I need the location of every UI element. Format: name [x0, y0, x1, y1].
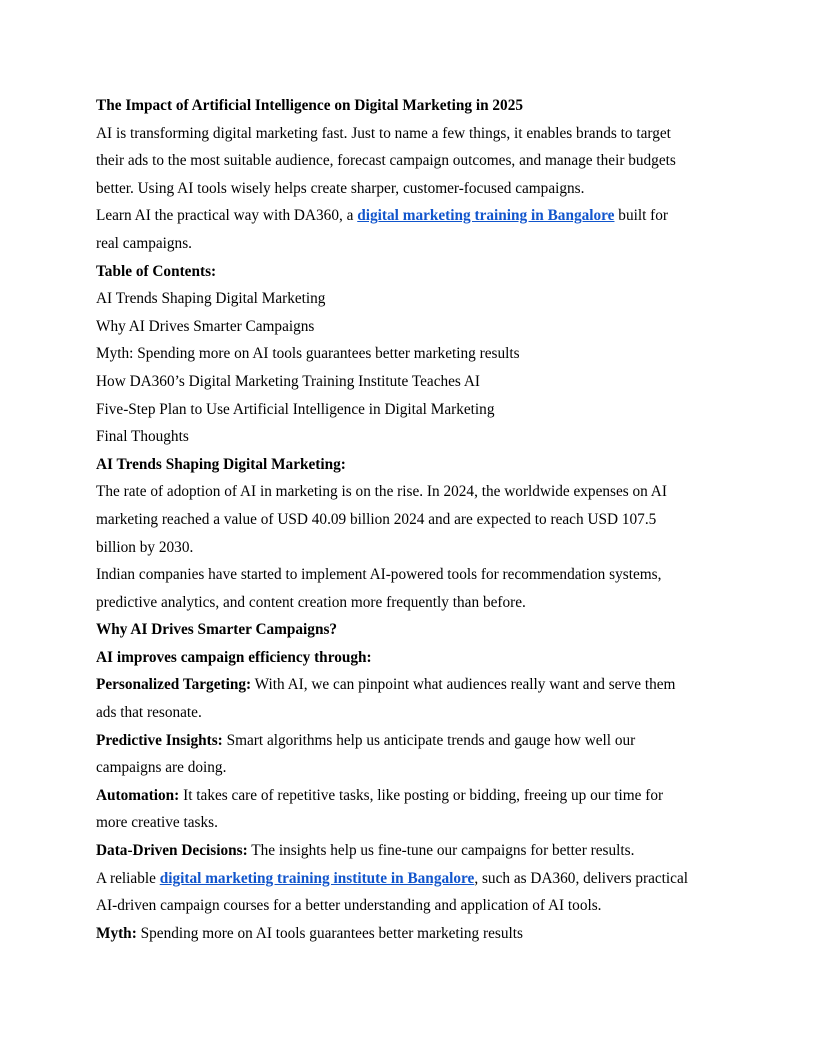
toc-heading: Table of Contents: [96, 262, 217, 280]
benefit-text-line: more creative tasks. [96, 814, 218, 832]
benefit-label: Automation: [96, 786, 180, 804]
benefit-text-line: campaigns are doing. [96, 759, 227, 777]
benefit-text: Smart algorithms help us anticipate trends and gauge how well our [222, 731, 636, 749]
paragraph-line: billion by 2030. [96, 538, 194, 556]
intro-line: better. Using AI tools wisely helps create sharper, customer-focused campaigns. [96, 179, 585, 197]
benefit-point [96, 671, 728, 699]
benefit-label: Data-Driven Decisions: [96, 842, 248, 860]
paragraph-line: marketing reached a value of USD 40.09 billion 2024 and are expected to reach USD 107.5 [96, 510, 657, 528]
myth-text: Spending more on AI tools guarantees better marketing results [136, 924, 523, 942]
section-heading: AI Trends Shaping Digital Marketing: [96, 455, 346, 473]
promo-text: A reliable [96, 869, 160, 887]
promo-text: Learn AI the practical way with DA360, a [96, 207, 358, 225]
promo-text: built for [614, 207, 669, 225]
benefit-label: Personalized Targeting: [96, 676, 252, 694]
toc-item: Five-Step Plan to Use Artificial Intelligence in Digital Marketing [96, 400, 495, 418]
benefit-text: It takes care of repetitive tasks, like posting or bidding, freeing up our time for [179, 786, 664, 804]
intro-line: AI is transforming digital marketing fast. Just to name a few things, it enables brands to target [96, 124, 671, 142]
toc-item: Myth: Spending more on AI tools guarantees better marketing results [96, 345, 520, 363]
toc-item: How DA360’s Digital Marketing Training Institute Teaches AI [96, 372, 481, 390]
benefit-point [96, 782, 728, 810]
paragraph-line: Indian companies have started to implement AI-powered tools for recommendation systems, [96, 566, 662, 584]
document-title: The Impact of Artificial Intelligence on Digital Marketing in 2025 [96, 97, 523, 114]
institute-promo [96, 865, 728, 893]
promo-line: AI-driven campaign courses for a better understanding and application of AI tools. [96, 897, 602, 915]
myth-line [96, 920, 728, 948]
promo-line: real campaigns. [96, 234, 192, 252]
toc-item: Why AI Drives Smarter Campaigns [96, 317, 315, 335]
institute-link[interactable]: digital marketing training institute in Bangalore [159, 869, 475, 887]
toc-item: AI Trends Shaping Digital Marketing [96, 290, 326, 308]
benefit-text: The insights help us fine-tune our campaigns for better results. [247, 842, 635, 860]
benefit-label: Predictive Insights: [96, 731, 223, 749]
paragraph-line: The rate of adoption of AI in marketing is on the rise. In 2024, the worldwide expenses on AI [96, 483, 667, 501]
promo-text: , such as DA360, delivers practical [474, 869, 688, 887]
intro-line: their ads to the most suitable audience, forecast campaign outcomes, and manage their budgets [96, 152, 676, 170]
benefit-text-line: ads that resonate. [96, 704, 202, 722]
document-page [96, 92, 728, 947]
myth-label: Myth: [96, 924, 137, 942]
toc-item: Final Thoughts [96, 428, 189, 446]
benefit-text: With AI, we can pinpoint what audiences really want and serve them [251, 676, 676, 694]
promo-paragraph [96, 202, 728, 230]
benefit-point [96, 837, 728, 865]
section-heading: Why AI Drives Smarter Campaigns? [96, 621, 338, 639]
training-link[interactable]: digital marketing training in Bangalore [357, 207, 615, 225]
section-subheading: AI improves campaign efficiency through: [96, 648, 372, 666]
benefit-point [96, 727, 728, 755]
paragraph-line: predictive analytics, and content creation more frequently than before. [96, 593, 526, 611]
